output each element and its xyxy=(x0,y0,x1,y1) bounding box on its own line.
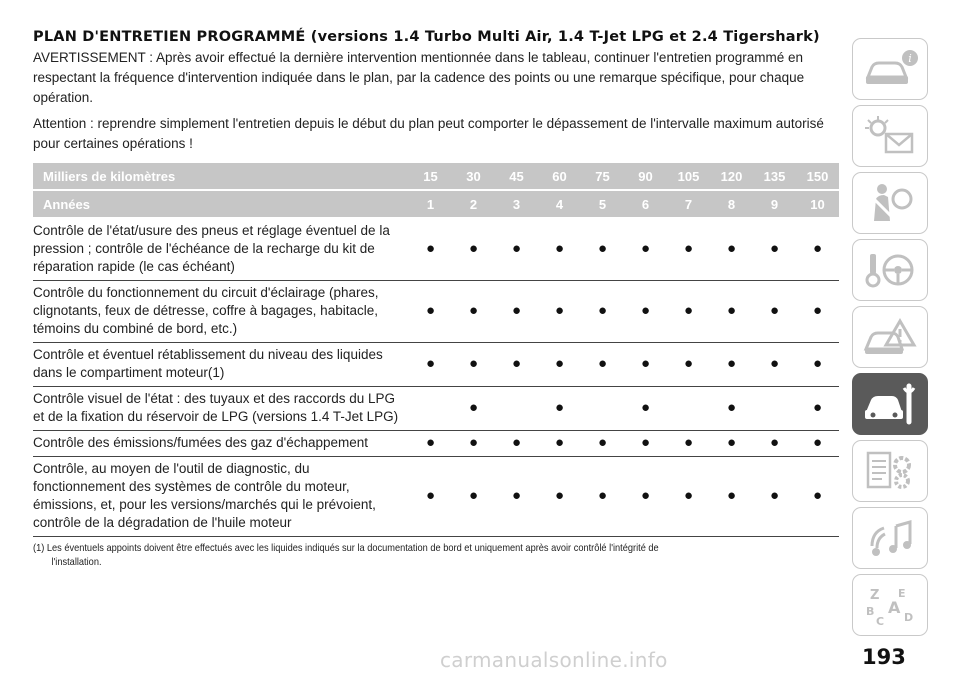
warning-light-envelope-icon xyxy=(862,114,918,158)
chapter-tab[interactable] xyxy=(852,172,928,234)
scheduled-mark: ● xyxy=(538,387,581,431)
year-value: 4 xyxy=(538,190,581,218)
km-value: 30 xyxy=(452,163,495,190)
km-header-label: Milliers de kilomètres xyxy=(33,163,409,190)
scheduled-mark: ● xyxy=(495,431,538,457)
year-value: 6 xyxy=(624,190,667,218)
year-value: 3 xyxy=(495,190,538,218)
year-value: 8 xyxy=(710,190,753,218)
scheduled-mark: ● xyxy=(452,281,495,343)
seatbelt-airbag-icon xyxy=(862,181,918,225)
scheduled-mark: ● xyxy=(538,457,581,537)
scheduled-mark: ● xyxy=(710,343,753,387)
scheduled-mark: ● xyxy=(796,218,839,281)
scheduled-mark: ● xyxy=(452,343,495,387)
scheduled-mark: ● xyxy=(581,281,624,343)
empty-mark xyxy=(495,387,538,431)
footnote-line: l'installation. xyxy=(51,556,102,568)
car-maintenance-icon xyxy=(862,382,918,426)
km-value: 75 xyxy=(581,163,624,190)
km-value: 150 xyxy=(796,163,839,190)
year-value: 1 xyxy=(409,190,452,218)
svg-text:D: D xyxy=(904,611,914,624)
scheduled-mark: ● xyxy=(753,431,796,457)
scheduled-mark: ● xyxy=(796,281,839,343)
scheduled-mark: ● xyxy=(667,343,710,387)
scheduled-mark: ● xyxy=(495,218,538,281)
maintenance-operation: Contrôle et éventuel rétablissement du niveau des liquides dans le compartiment moteur(1) xyxy=(33,343,409,387)
svg-text:E: E xyxy=(898,587,906,600)
scheduled-mark: ● xyxy=(538,218,581,281)
scheduled-mark: ● xyxy=(796,457,839,537)
warning-paragraph: AVERTISSEMENT : Après avoir effectué la dernière intervention mentionnée dans le tableau, continuer l'entretien programmé en respectant la fréquence d'intervention indiquée dans le plan, par la cadence des points ou une remarque spécifique, pour chaque opération. xyxy=(33,50,805,105)
footnote xyxy=(33,541,825,569)
scheduled-mark: ● xyxy=(624,431,667,457)
scheduled-mark: ● xyxy=(409,281,452,343)
maintenance-row xyxy=(33,431,839,457)
scheduled-mark: ● xyxy=(452,218,495,281)
key-steering-wheel-icon xyxy=(862,248,918,292)
scheduled-mark: ● xyxy=(452,387,495,431)
svg-text:A: A xyxy=(888,598,901,617)
scheduled-mark: ● xyxy=(495,343,538,387)
scheduled-mark: ● xyxy=(667,431,710,457)
svg-text:B: B xyxy=(866,605,875,618)
scheduled-mark: ● xyxy=(581,218,624,281)
empty-mark xyxy=(581,387,624,431)
maintenance-operation: Contrôle visuel de l'état : des tuyaux et des raccords du LPG et de la fixation du réservoir de LPG (versions 1.4 T-Jet LPG) xyxy=(33,387,409,431)
empty-mark xyxy=(409,387,452,431)
scheduled-mark: ● xyxy=(710,218,753,281)
maintenance-row xyxy=(33,387,839,431)
page-title: PLAN D'ENTRETIEN PROGRAMMÉ (versions 1.4 Turbo Multi Air, 1.4 T-Jet LPG et 2.4 Tigershark) xyxy=(33,29,820,45)
scheduled-mark: ● xyxy=(753,457,796,537)
year-value: 10 xyxy=(796,190,839,218)
scheduled-mark: ● xyxy=(796,431,839,457)
watermark: carmanualsonline.info xyxy=(440,648,668,672)
maintenance-row xyxy=(33,281,839,343)
chapter-tab[interactable] xyxy=(852,306,928,368)
car-info-icon xyxy=(862,47,918,91)
scheduled-mark: ● xyxy=(409,218,452,281)
km-value: 105 xyxy=(667,163,710,190)
scheduled-mark: ● xyxy=(753,218,796,281)
svg-text:Z: Z xyxy=(870,588,880,603)
attention-paragraph: Attention : reprendre simplement l'entretien depuis le début du plan peut comporter le dépassement de l'intervalle maximum autorisé pour certaines opérations ! xyxy=(33,116,824,151)
maintenance-table xyxy=(33,163,839,537)
chapter-tab[interactable] xyxy=(852,440,928,502)
km-value: 90 xyxy=(624,163,667,190)
scheduled-mark: ● xyxy=(624,343,667,387)
scheduled-mark: ● xyxy=(753,281,796,343)
scheduled-mark: ● xyxy=(710,281,753,343)
maintenance-operation: Contrôle du fonctionnement du circuit d'éclairage (phares, clignotants, feux de détresse, coffre à bagages, habitacle, témoins du combiné de bord, etc.) xyxy=(33,281,409,343)
scheduled-mark: ● xyxy=(667,457,710,537)
chapter-tabs xyxy=(852,38,928,641)
km-value: 15 xyxy=(409,163,452,190)
page-content xyxy=(33,30,839,569)
alphabetical-index-icon xyxy=(862,583,918,627)
year-value: 5 xyxy=(581,190,624,218)
empty-mark xyxy=(753,387,796,431)
scheduled-mark: ● xyxy=(624,457,667,537)
maintenance-operation: Contrôle, au moyen de l'outil de diagnostic, du fonctionnement des systèmes de contrôle du moteur, émissions, et, pour les versions/marchés qui le prévoient, contrôle de la dégradation de l'huile moteur xyxy=(33,457,409,537)
scheduled-mark: ● xyxy=(452,457,495,537)
year-value: 2 xyxy=(452,190,495,218)
maintenance-operation: Contrôle des émissions/fumées des gaz d'échappement xyxy=(33,431,409,457)
chapter-tab[interactable] xyxy=(852,507,928,569)
chapter-tab-active[interactable] xyxy=(852,373,928,435)
scheduled-mark: ● xyxy=(538,343,581,387)
scheduled-mark: ● xyxy=(538,281,581,343)
scheduled-mark: ● xyxy=(667,218,710,281)
scheduled-mark: ● xyxy=(581,343,624,387)
scheduled-mark: ● xyxy=(538,431,581,457)
km-value: 135 xyxy=(753,163,796,190)
scheduled-mark: ● xyxy=(495,281,538,343)
scheduled-mark: ● xyxy=(710,457,753,537)
year-value: 7 xyxy=(667,190,710,218)
years-header-row xyxy=(33,190,839,218)
km-value: 60 xyxy=(538,163,581,190)
years-header-label: Années xyxy=(33,190,409,218)
scheduled-mark: ● xyxy=(796,343,839,387)
km-value: 120 xyxy=(710,163,753,190)
scheduled-mark: ● xyxy=(710,387,753,431)
car-emergency-icon xyxy=(862,315,918,359)
footnote-line: (1) Les éventuels appoints doivent être effectués avec les liquides indiqués sur la documentation de bord et uniquement après avoir contrôlé l'intégrité de xyxy=(33,542,659,554)
chapter-tab[interactable] xyxy=(852,38,928,100)
page-number: 193 xyxy=(862,645,906,669)
scheduled-mark: ● xyxy=(409,457,452,537)
year-value: 9 xyxy=(753,190,796,218)
technical-data-gears-icon xyxy=(862,449,918,493)
scheduled-mark: ● xyxy=(624,281,667,343)
scheduled-mark: ● xyxy=(409,343,452,387)
scheduled-mark: ● xyxy=(710,431,753,457)
scheduled-mark: ● xyxy=(581,457,624,537)
chapter-tab[interactable] xyxy=(852,239,928,301)
scheduled-mark: ● xyxy=(452,431,495,457)
maintenance-row xyxy=(33,343,839,387)
chapter-tab[interactable] xyxy=(852,105,928,167)
multimedia-icon xyxy=(862,516,918,560)
scheduled-mark: ● xyxy=(409,431,452,457)
svg-text:C: C xyxy=(876,615,885,627)
scheduled-mark: ● xyxy=(667,281,710,343)
scheduled-mark: ● xyxy=(624,387,667,431)
scheduled-mark: ● xyxy=(753,343,796,387)
maintenance-operation: Contrôle de l'état/usure des pneus et réglage éventuel de la pression ; contrôle de l'échéance de la recharge du kit de réparation rapide (le cas échéant) xyxy=(33,218,409,281)
km-header-row xyxy=(33,163,839,190)
maintenance-row xyxy=(33,457,839,537)
maintenance-row xyxy=(33,218,839,281)
scheduled-mark: ● xyxy=(624,218,667,281)
km-value: 45 xyxy=(495,163,538,190)
empty-mark xyxy=(667,387,710,431)
scheduled-mark: ● xyxy=(495,457,538,537)
scheduled-mark: ● xyxy=(581,431,624,457)
maintenance-table-body xyxy=(33,218,839,537)
svg-text:i: i xyxy=(908,52,912,65)
scheduled-mark: ● xyxy=(796,387,839,431)
chapter-tab[interactable] xyxy=(852,574,928,636)
